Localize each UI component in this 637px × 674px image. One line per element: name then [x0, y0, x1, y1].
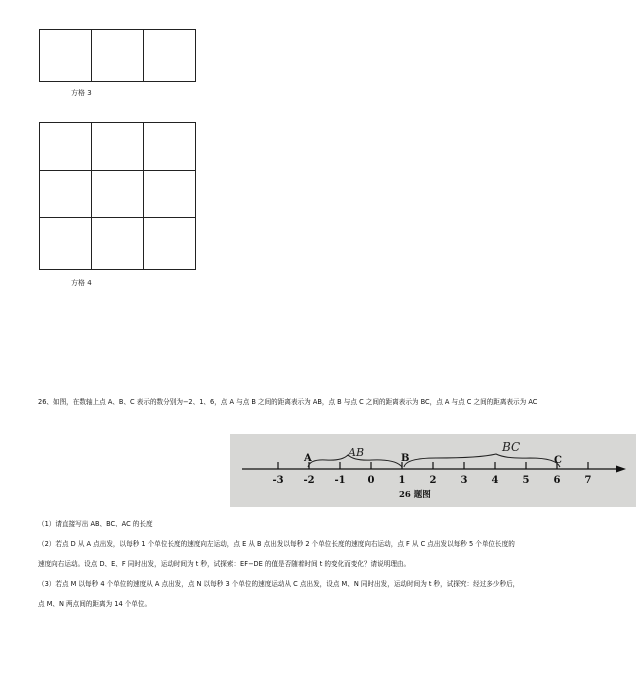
axis-arrow [616, 466, 626, 473]
axis-tick-label: 1 [398, 475, 406, 486]
grid-cell [144, 218, 196, 270]
point-b-label: B [401, 453, 410, 464]
axis-tick-label: -3 [272, 475, 284, 486]
axis-tick-label: -2 [303, 475, 315, 486]
figure-caption: 26 题图 [399, 490, 431, 500]
brace-bc [404, 454, 560, 467]
grid-cell [92, 218, 144, 270]
grid-cell [40, 171, 92, 218]
axis-tick-label: 6 [553, 475, 561, 486]
question-part-1: （1）请直接写出 AB、BC、AC 的长度 [38, 520, 153, 528]
handwriting-ab: AB [348, 446, 365, 459]
grid-4 [39, 122, 196, 270]
question-part-3-line-2: 点 M、N 两点间的距离为 14 个单位。 [38, 600, 152, 608]
grid-cell [40, 218, 92, 270]
question-part-2-line-1: （2）若点 D 从 A 点出发，以每秒 1 个单位长度的速度向左运动，点 E 从 B 点出发以每秒 2 个单位长度的速度向右运动，点 F 从 C 点出发以每秒 5 个单位长度的 [38, 540, 515, 548]
point-c-label: C [554, 455, 562, 466]
question-intro: 26、如图，在数轴上点 A、B、C 表示的数分别为−2、1、6，点 A 与点 B 之间的距离表示为 AB，点 B 与点 C 之间的距离表示为 BC，点 A 与点 C 之间的距离表示为 AC [38, 398, 538, 406]
grid-3 [39, 29, 196, 82]
grid-cell [92, 171, 144, 218]
grid-cell [144, 171, 196, 218]
grid-cell [40, 123, 92, 171]
grid-cell [92, 30, 144, 82]
grid-cell [144, 30, 196, 82]
question-part-2-line-2: 速度向右运动。设点 D、E、F 同时出发，运动时间为 t 秒，试探索：EF−DE 的值是否随着时间 t 的变化而变化？请说明理由。 [38, 560, 411, 568]
axis-tick-label: 7 [584, 475, 592, 486]
axis-tick-label: 2 [429, 475, 437, 486]
grid-4-caption: 方格 4 [71, 279, 92, 287]
grid-cell [40, 30, 92, 82]
axis-tick-label: 0 [367, 475, 375, 486]
grid-cell [92, 123, 144, 171]
number-line-svg [230, 434, 636, 507]
point-a-label: A [304, 453, 312, 464]
axis-tick-label: -1 [334, 475, 346, 486]
question-part-3-line-1: （3）若点 M 以每秒 4 个单位的速度从 A 点出发，点 N 以每秒 3 个单位的速度运动从 C 点出发，设点 M、N 同时出发，运动时间为 t 秒，试探究：经过多少秒后， [38, 580, 520, 588]
axis-tick-label: 4 [491, 475, 499, 486]
number-line-figure [230, 434, 636, 507]
axis-tick-label: 5 [522, 475, 530, 486]
handwriting-bc: BC [502, 440, 521, 454]
axis-tick-label: 3 [460, 475, 468, 486]
grid-3-caption: 方格 3 [71, 89, 92, 97]
grid-cell [144, 123, 196, 171]
